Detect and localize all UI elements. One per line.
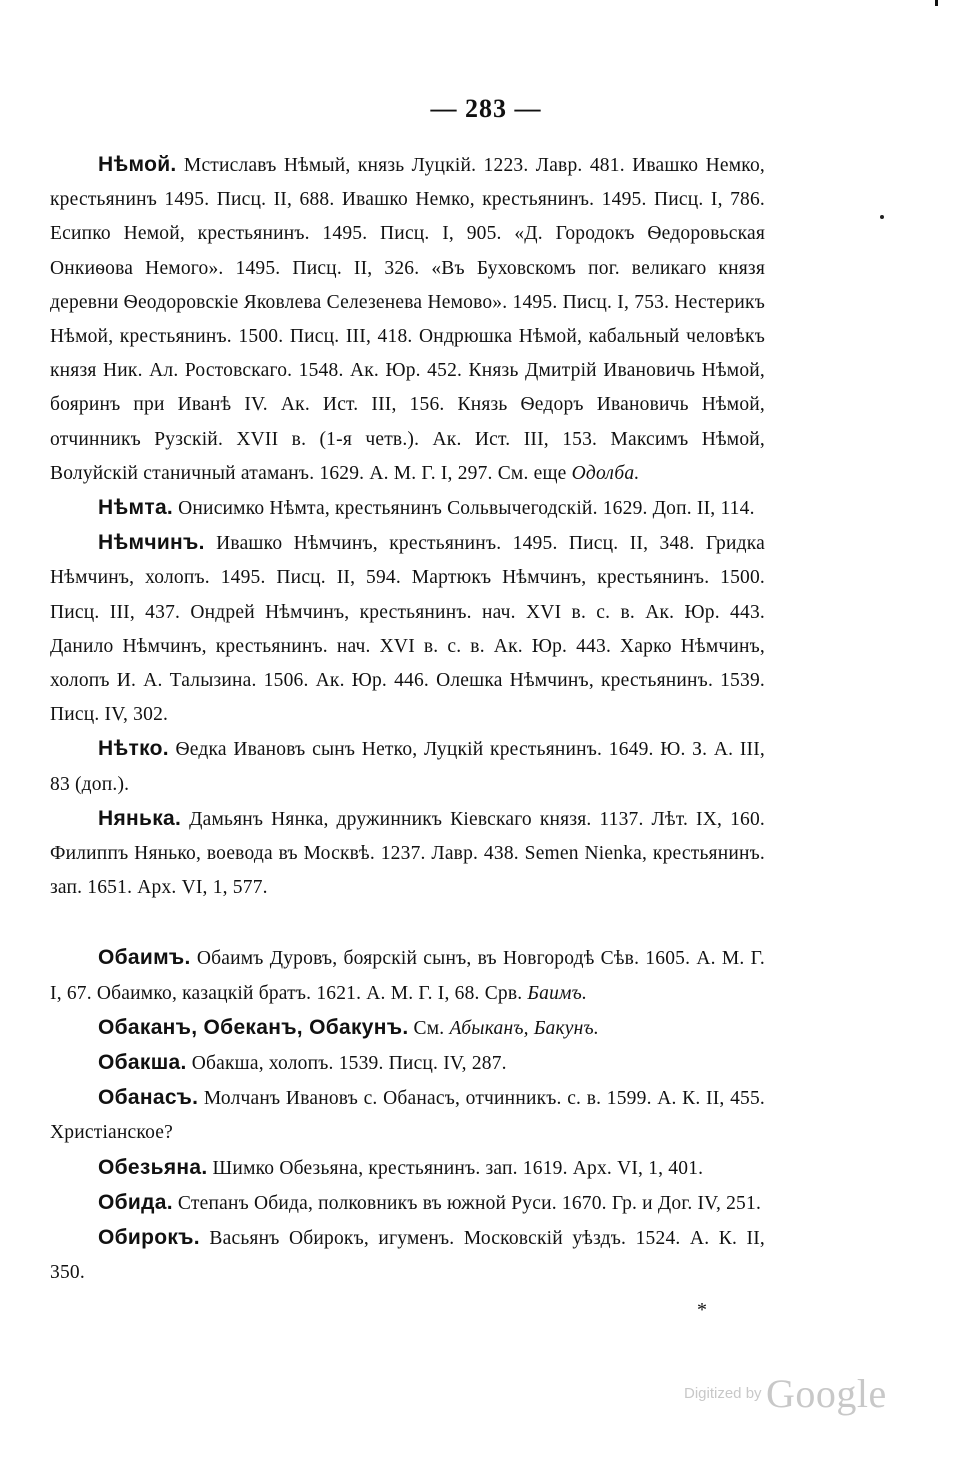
entry-body: Ивашко Нѣмчинъ, крестьянинъ. 1495. Писц. II, 348. Гридка Нѣмчинъ, холопъ. 1495. Писц. II, 594. Мартюкъ Нѣмчинъ, крестьянинъ. 1500. Писц. III, 437. Ондрей Нѣмчинъ, крестьянинъ. нач. XVI в. с. в. Ак. Юр. 443. Данило Нѣмчинъ, крестьянинъ. нач. XVI в. с. в. Ак. Юр. 443. Харко Нѣмчинъ, холопъ И. А. Талызина. 1506. Ак. Юр. 446. Олешка Нѣмчинъ, крестьянинъ. 1539. Писц. IV, 302.	[50, 533, 765, 726]
entry-body: Степанъ Обида, полковникъ въ южной Руси. 1670. Гр. и Дог. IV, 251.	[172, 1192, 762, 1214]
entry-headword: Обида.	[98, 1190, 173, 1214]
entry-obaim	[50, 941, 765, 1010]
entry-cross-reference: Абыканъ, Бакунъ.	[449, 1017, 599, 1039]
entry-obirok	[50, 1221, 765, 1290]
entry-body: Онисимко Нѣмта, крестьянинъ Сольвычегодскій. 1629. Доп. II, 114.	[173, 498, 755, 520]
entry-nemchin	[50, 526, 765, 732]
entry-body: Шимко Обезьяна, крестьянинъ. зап. 1619. Арх. VI, 1, 401.	[207, 1157, 704, 1179]
watermark-prefix: Digitized by	[684, 1385, 762, 1402]
entry-headword: Обанасъ.	[98, 1086, 199, 1110]
entry-headword: Обаимъ.	[98, 946, 191, 970]
entry-body: Дамьянъ Нянка, дружинникъ Кіевскаго князя. 1137. Лѣт. IX, 160. Филиппъ Нянько, воевода въ Москвѣ. 1237. Лавр. 438. Semen Nienka, крестьянинъ. зап. 1651. Арх. VI, 1, 577.	[50, 808, 765, 899]
entry-obakan	[50, 1011, 765, 1046]
section-divider	[50, 905, 765, 941]
scan-dot	[880, 215, 884, 219]
entry-headword: Нянька.	[98, 806, 182, 830]
entry-obida	[50, 1186, 765, 1221]
end-asterisk: *	[697, 1299, 707, 1321]
entry-headword: Нѣмой.	[98, 153, 177, 176]
entry-nemoy	[50, 148, 765, 491]
entry-body: Васьянъ Обирокъ, игуменъ. Московскій уѣздъ. 1524. А. К. II, 350.	[50, 1228, 765, 1284]
entry-headword: Обакша.	[98, 1051, 187, 1075]
entry-obaksha	[50, 1046, 765, 1081]
entry-body: Молчанъ Ивановъ с. Обанасъ, отчинникъ. с. в. 1599. А. К. II, 455. Христіанское?	[50, 1088, 765, 1144]
entry-nemta	[50, 491, 765, 526]
entry-body: Обаимъ Дуровъ, боярскій сынъ, въ Новгородѣ Сѣв. 1605. А. М. Г. I, 67. Обаимко, казацкій братъ. 1621. А. М. Г. I, 68. Срв.	[50, 948, 765, 1004]
scan-mark	[935, 0, 938, 6]
entry-headword: Обаканъ, Обеканъ, Обакунъ.	[98, 1015, 409, 1039]
entry-body: См.	[408, 1017, 450, 1039]
entry-body: Мстиславъ Нѣмый, князь Луцкій. 1223. Лавр. 481. Ивашко Немко, крестьянинъ 1495. Писц. II, 688. Ивашко Немко, крестьянинъ. 1495. Писц. I, 786. Есипко Немой, крестьянинъ. 1495. Писц. I, 905. «Д. Городокъ Ѳедоровьская Онкиѳова Немого». 1495. Писц. II, 326. «Въ Буховскомъ пог. великаго князя деревни Ѳеодоровскіе Яковлева Селезенева Немово». 1495. Писц. I, 753. Нестерикъ Нѣмой, крестьянинъ. 1500. Писц. III, 418. Ондрюшка Нѣмой, кабальный человѣкъ князя Ник. Ал. Ростовскаго. 1548. Ак. Юр. 452. Князь Дмитрій Ивановичь Нѣмой, бояринъ при Иванѣ IV. Ак. Ист. III, 156. Князь Ѳедоръ Ивановичь Нѣмой, отчинникъ Рузскій. XVII в. (1-я четв.). Ак. Ист. III, 153. Максимъ Нѣмой, Волуйскій станичный атаманъ. 1629. А. М. Г. I, 297. См. еще	[50, 155, 765, 484]
entry-headword: Обезьяна.	[98, 1155, 208, 1179]
entry-headword: Нѣмта.	[98, 496, 174, 520]
entry-nyanka	[50, 802, 765, 906]
entry-netko	[50, 732, 765, 801]
entry-obezyana	[50, 1151, 765, 1186]
entry-obanas	[50, 1081, 765, 1150]
entry-cross-reference: Баимъ.	[527, 982, 588, 1004]
dictionary-text	[50, 148, 765, 1291]
entry-headword: Нѣмчинъ.	[98, 531, 205, 555]
entry-body: Обакша, холопъ. 1539. Писц. IV, 287.	[186, 1053, 507, 1075]
entry-body: Ѳедка Ивановъ сынъ Нетко, Луцкій крестьянинъ. 1649. Ю. З. А. III, 83 (доп.).	[50, 739, 765, 795]
page-number: — 283 —	[430, 94, 542, 123]
google-logo-text: Google	[766, 1371, 887, 1416]
entry-headword: Обирокъ.	[98, 1226, 200, 1250]
entry-headword: Нѣтко.	[98, 737, 169, 761]
digitized-by-google-watermark	[684, 1370, 887, 1417]
entry-cross-reference: Одолба.	[571, 462, 640, 484]
